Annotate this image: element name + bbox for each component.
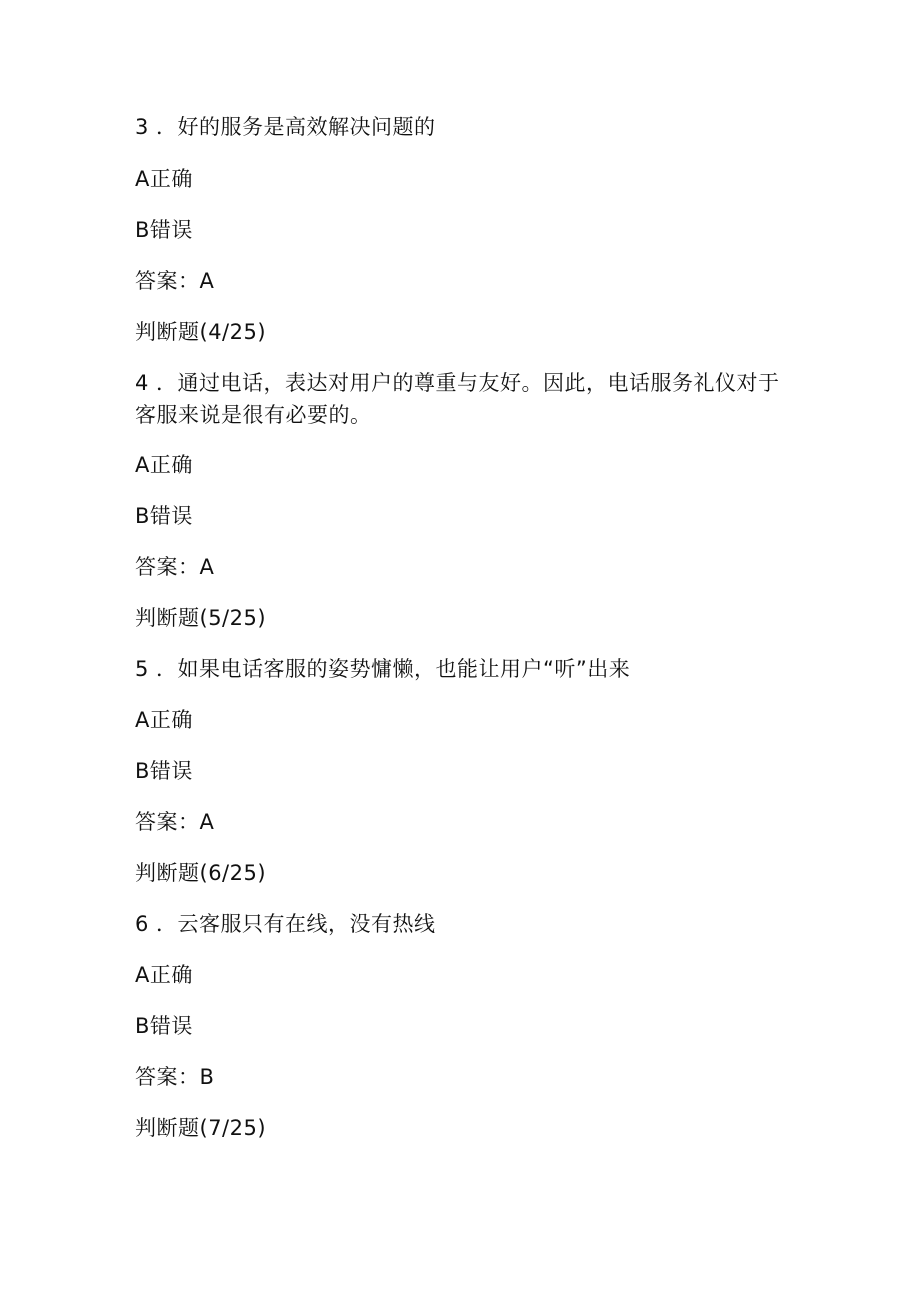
question-3-answer: 答案：A: [135, 269, 215, 293]
question-4-text: 4 ．通过电话，表达对用户的尊重与友好。因此，电话服务礼仪对于客服来说是很有必要的。: [135, 371, 780, 427]
question-4-option-a: A正确: [135, 453, 193, 477]
question-3-text: 3 ．好的服务是高效解决问题的: [135, 115, 436, 139]
question-4-option-b: B错误: [135, 504, 193, 528]
question-4-answer: 答案：A: [135, 555, 215, 579]
question-6-option-b: B错误: [135, 1014, 193, 1038]
question-3-option-b: B错误: [135, 218, 193, 242]
question-6-text: 6 ．云客服只有在线，没有热线: [135, 912, 436, 936]
section-header-4: 判断题(4/25): [135, 320, 267, 344]
question-5-option-b: B错误: [135, 759, 193, 783]
section-header-6: 判断题(6/25): [135, 861, 267, 885]
question-6-option-a: A正确: [135, 963, 193, 987]
question-3-option-a: A正确: [135, 167, 193, 191]
section-header-5: 判断题(5/25): [135, 606, 267, 630]
question-6-answer: 答案：B: [135, 1065, 215, 1089]
question-5-answer: 答案：A: [135, 810, 215, 834]
question-5-option-a: A正确: [135, 708, 193, 732]
question-5-text: 5 ．如果电话客服的姿势慵懒，也能让用户“听”出来: [135, 657, 631, 681]
section-header-7: 判断题(7/25): [135, 1116, 267, 1140]
